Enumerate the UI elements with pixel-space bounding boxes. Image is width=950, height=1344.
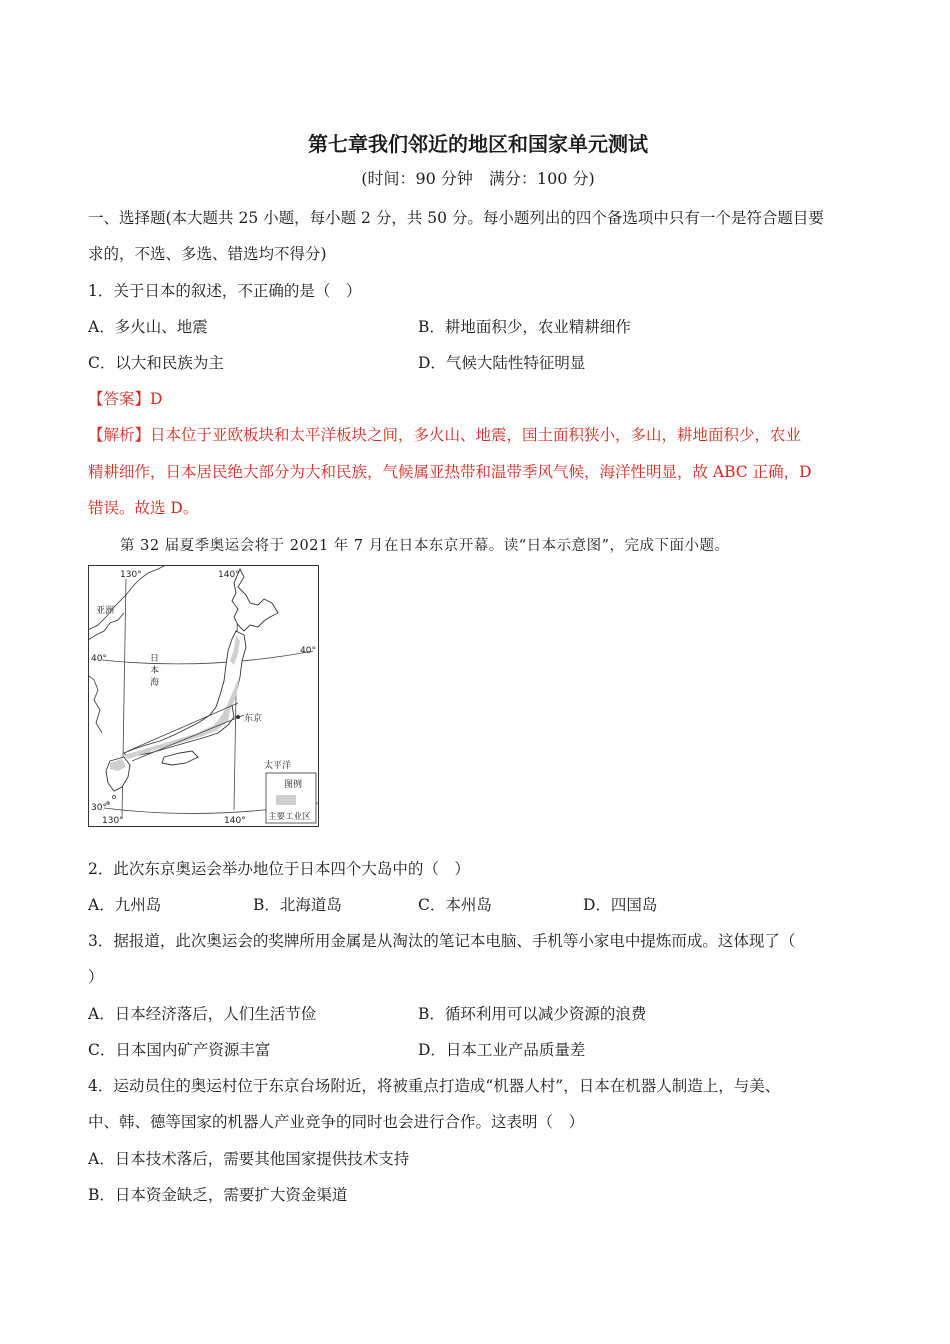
label-sea-2: 本 bbox=[150, 666, 160, 676]
q1-answer: 【答案】D bbox=[88, 390, 163, 408]
legend-swatch bbox=[276, 795, 296, 805]
material-text: 第 32 届夏季奥运会将于 2021 年 7 月在日本东京开幕。读“日本示意图”，完成下面小题。 bbox=[120, 538, 730, 554]
label-tokyo: 东京 bbox=[244, 714, 263, 724]
q3-stem-line-2: ） bbox=[88, 968, 104, 986]
q4-stem-line-1: 4．运动员住的奥运村位于东京台场附近，将被重点打造成“机器人村”，日本在机器人制造上，与美、 bbox=[88, 1077, 781, 1095]
section-heading-line-1: 一、选择题(本大题共 25 小题，每小题 2 分，共 50 分。每小题列出的四个备选项中只有一个是符合题目要 bbox=[88, 209, 824, 227]
q1-analysis-line-2: 精耕细作，日本居民绝大部分为大和民族，气候属亚热带和温带季风气候，海洋性明显，故 ABC 正确，D bbox=[88, 463, 812, 481]
legend-item: 主要工业区 bbox=[268, 812, 311, 822]
label-sea-3: 海 bbox=[150, 678, 160, 688]
q3-stem-line-1: 3．据报道，此次奥运会的奖牌所用金属是从淘汰的笔记本电脑、手机等小家电中提炼而成。这体现了（ bbox=[88, 932, 796, 950]
label-140-bottom: 140° bbox=[224, 816, 246, 826]
q2-option-d: D．四国岛 bbox=[583, 896, 658, 914]
label-40-left: 40° bbox=[91, 654, 107, 664]
label-140-top: 140° bbox=[218, 570, 240, 580]
label-pacific: 太平洋 bbox=[264, 761, 292, 771]
section-heading-line-2: 求的，不选、多选、错选均不得分) bbox=[88, 245, 327, 263]
q2-option-c: C．本州岛 bbox=[418, 896, 492, 914]
japan-map bbox=[88, 565, 319, 827]
exam-info: (时间：90 分钟 满分：100 分) bbox=[361, 169, 595, 188]
q4-option-b: B．日本资金缺乏，需要扩大资金渠道 bbox=[88, 1186, 348, 1204]
label-30: 30° bbox=[91, 803, 107, 813]
label-sea-1: 日 bbox=[150, 654, 160, 664]
q2-option-b: B．北海道岛 bbox=[253, 896, 342, 914]
q1-analysis-line-1: 【解析】日本位于亚欧板块和太平洋板块之间，多火山、地震，国土面积狭小，多山，耕地面积少，农业 bbox=[88, 426, 802, 444]
q1-option-a: A．多火山、地震 bbox=[88, 318, 208, 336]
q2-option-a: A．九州岛 bbox=[88, 896, 162, 914]
page-title: 第七章我们邻近的地区和国家单元测试 bbox=[308, 132, 648, 156]
q1-option-b: B．耕地面积少，农业精耕细作 bbox=[418, 318, 631, 336]
q3-option-d: D．日本工业产品质量差 bbox=[418, 1041, 586, 1059]
label-asia: 亚洲 bbox=[96, 606, 115, 616]
label-130-top: 130° bbox=[120, 570, 142, 580]
q1-option-d: D．气候大陆性特征明显 bbox=[418, 354, 586, 372]
q2-stem: 2．此次东京奥运会举办地位于日本四个大岛中的（ ） bbox=[88, 860, 470, 878]
tokyo-marker bbox=[236, 715, 240, 719]
legend-title: 图例 bbox=[284, 780, 303, 790]
q1-analysis-line-3: 错误。故选 D。 bbox=[88, 499, 199, 517]
label-130-bottom: 130° bbox=[102, 816, 124, 826]
q4-option-a: A．日本技术落后，需要其他国家提供技术支持 bbox=[88, 1150, 410, 1168]
q3-option-a: A．日本经济落后，人们生活节俭 bbox=[88, 1005, 317, 1023]
q4-stem-line-2: 中、韩、德等国家的机器人产业竞争的同时也会进行合作。这表明（ ） bbox=[88, 1113, 585, 1131]
q1-stem: 1．关于日本的叙述，不正确的是（ ） bbox=[88, 282, 362, 300]
label-40-right: 40° bbox=[300, 646, 316, 656]
q3-option-b: B．循环利用可以减少资源的浪费 bbox=[418, 1005, 647, 1023]
q1-option-c: C．以大和民族为主 bbox=[88, 354, 224, 372]
q3-option-c: C．日本国内矿产资源丰富 bbox=[88, 1041, 271, 1059]
